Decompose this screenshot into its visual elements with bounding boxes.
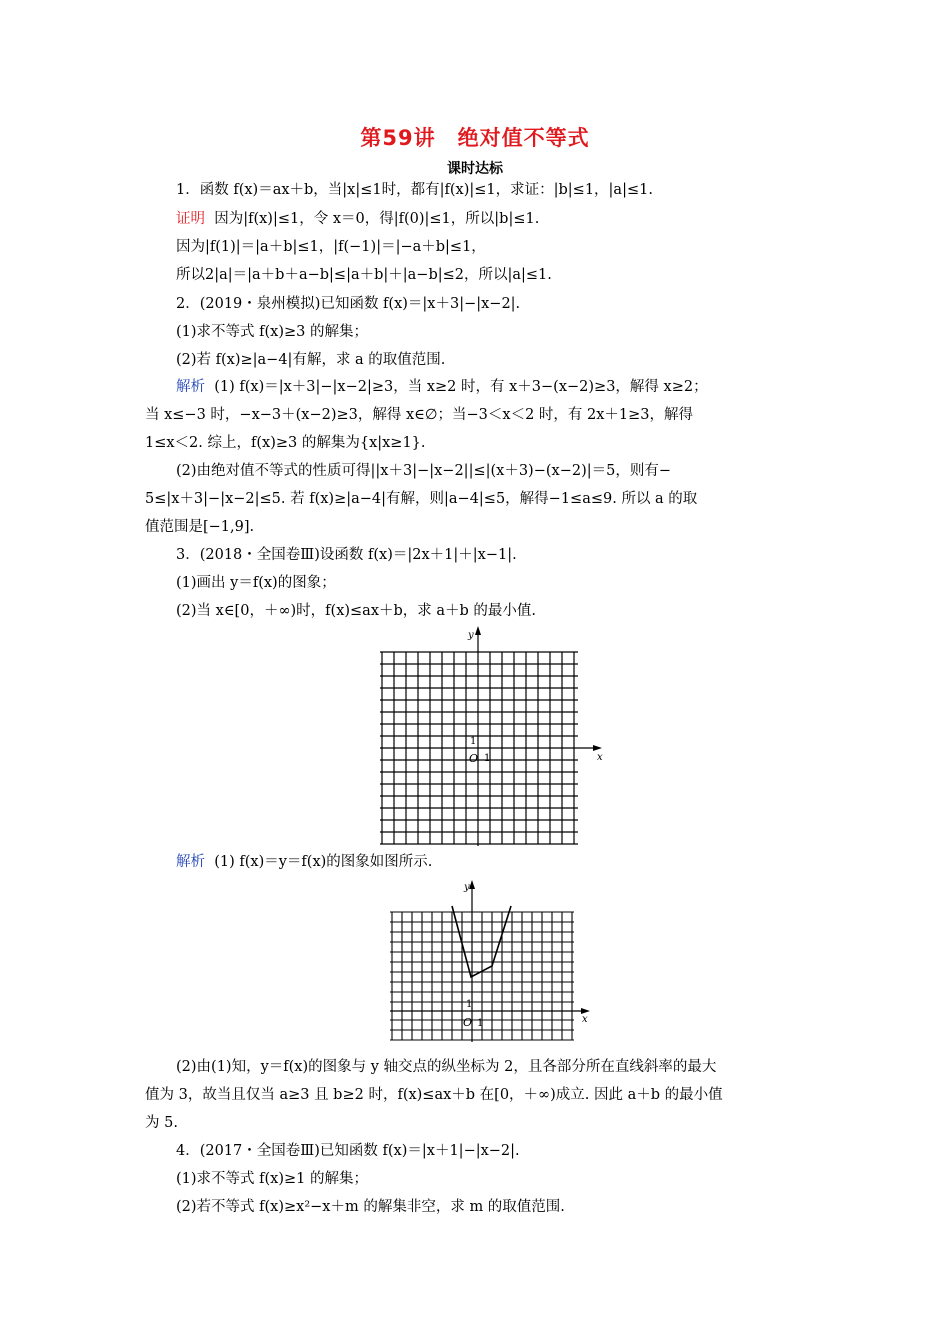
problem-3-part-1: (1)画出 y＝f(x)的图象； [176,575,336,591]
problem-2-statement: 2．(2019・泉州模拟)已知函数 f(x)＝|x＋3|−|x−2|. [176,296,521,312]
x-axis-arrow [593,745,602,751]
proof-line-3: 所以2|a|＝|a＋b＋a−b|≤|a＋b|＋|a−b|≤2，所以|a|≤1. [176,267,552,283]
analysis-tag: 解析 [176,379,205,395]
problem-3-part-2: (2)当 x∈[0，＋∞)时，f(x)≤ax＋b，求 a＋b 的最小值. [176,603,537,619]
page-subtitle: 课时达标 [447,161,503,177]
x-tick-label-2: 1 [477,1018,484,1029]
proof-line-2: 因为|f(1)|＝|a＋b|≤1，|f(−1)|＝|−a＋b|≤1， [176,239,486,255]
solution-3-line-3: 值为 3，故当且仅当 a≥3 且 b≥2 时，f(x)≤ax＋b 在[0，＋∞)成立. 因此 a＋b 的最小值 [145,1087,723,1103]
analysis-tag-2: 解析 [176,854,205,870]
y-axis-arrow-2 [469,880,475,889]
page-title: 第59讲 绝对值不等式 [360,126,590,150]
solution-3-line-2: (2)由(1)知，y＝f(x)的图象与 y 轴交点的纵坐标为 2，且各部分所在直线斜率的最大 [176,1059,717,1075]
solution-2-line-4: (2)由绝对值不等式的性质可得||x＋3|−|x−2||≤|(x＋3)−(x−2)|＝5，则有− [176,463,671,479]
solution-3-text-1: (1) f(x)＝y＝f(x)的图象如图所示. [214,854,433,870]
origin-label-2: O [463,1016,473,1029]
proof-line-1 [176,209,539,229]
solution-3-line-4: 为 5. [145,1115,178,1131]
y-tick-label-2: 1 [466,999,473,1010]
proof-text-1: 因为|f(x)|≤1，令 x＝0，得|f(0)|≤1，所以|b|≤1. [214,211,540,227]
solution-3-line-1 [176,852,432,872]
solution-2-line-6: 值范围是[−1,9]. [145,519,255,535]
blank-grid-figure [370,624,610,848]
solution-2-line-3: 1≤x＜2. 综上，f(x)≥3 的解集为{x|x≥1}. [145,435,426,451]
proof-tag: 证明 [176,211,205,227]
y-axis-label: y [468,630,474,641]
y-axis-arrow [475,626,481,635]
solution-2-line-1 [176,377,708,397]
problem-2-part-2: (2)若 f(x)≥|a−4|有解，求 a 的取值范围. [176,352,446,368]
x-axis-label: x [597,752,603,763]
x-tick-label: 1 [484,753,491,764]
solution-2-line-2: 当 x≤−3 时，−x−3＋(x−2)≥3，解得 x∈∅；当−3＜x＜2 时，有 2x＋1≥3，解得 [145,407,694,423]
problem-3-statement: 3．(2018・全国卷Ⅲ)设函数 f(x)＝|2x＋1|＋|x−1|. [176,547,517,563]
solution-2-text-1: (1) f(x)＝|x＋3|−|x−2|≥3，当 x≥2 时，有 x＋3−(x−2)≥3，解得 x≥2； [214,379,708,395]
x-axis-label-2: x [582,1014,588,1025]
problem-2-part-1: (1)求不等式 f(x)≥3 的解集； [176,324,368,340]
origin-label: O [469,752,479,765]
problem-4-statement: 4．(2017・全国卷Ⅲ)已知函数 f(x)＝|x＋1|−|x−2|. [176,1143,520,1159]
problem-4-part-2: (2)若不等式 f(x)≥x²−x＋m 的解集非空，求 m 的取值范围. [176,1199,565,1215]
y-tick-label: 1 [470,736,477,747]
problem-1-statement: 1．函数 f(x)＝ax＋b，当|x|≤1时，都有|f(x)|≤1，求证：|b|≤1，|a|≤1. [176,182,653,198]
function-graph-figure [380,876,600,1046]
problem-4-part-1: (1)求不等式 f(x)≥1 的解集； [176,1171,368,1187]
y-axis-label-2: y [464,882,470,893]
solution-2-line-5: 5≤|x＋3|−|x−2|≤5. 若 f(x)≥|a−4|有解，则|a−4|≤5，解得−1≤a≤9. 所以 a 的取 [145,491,698,507]
